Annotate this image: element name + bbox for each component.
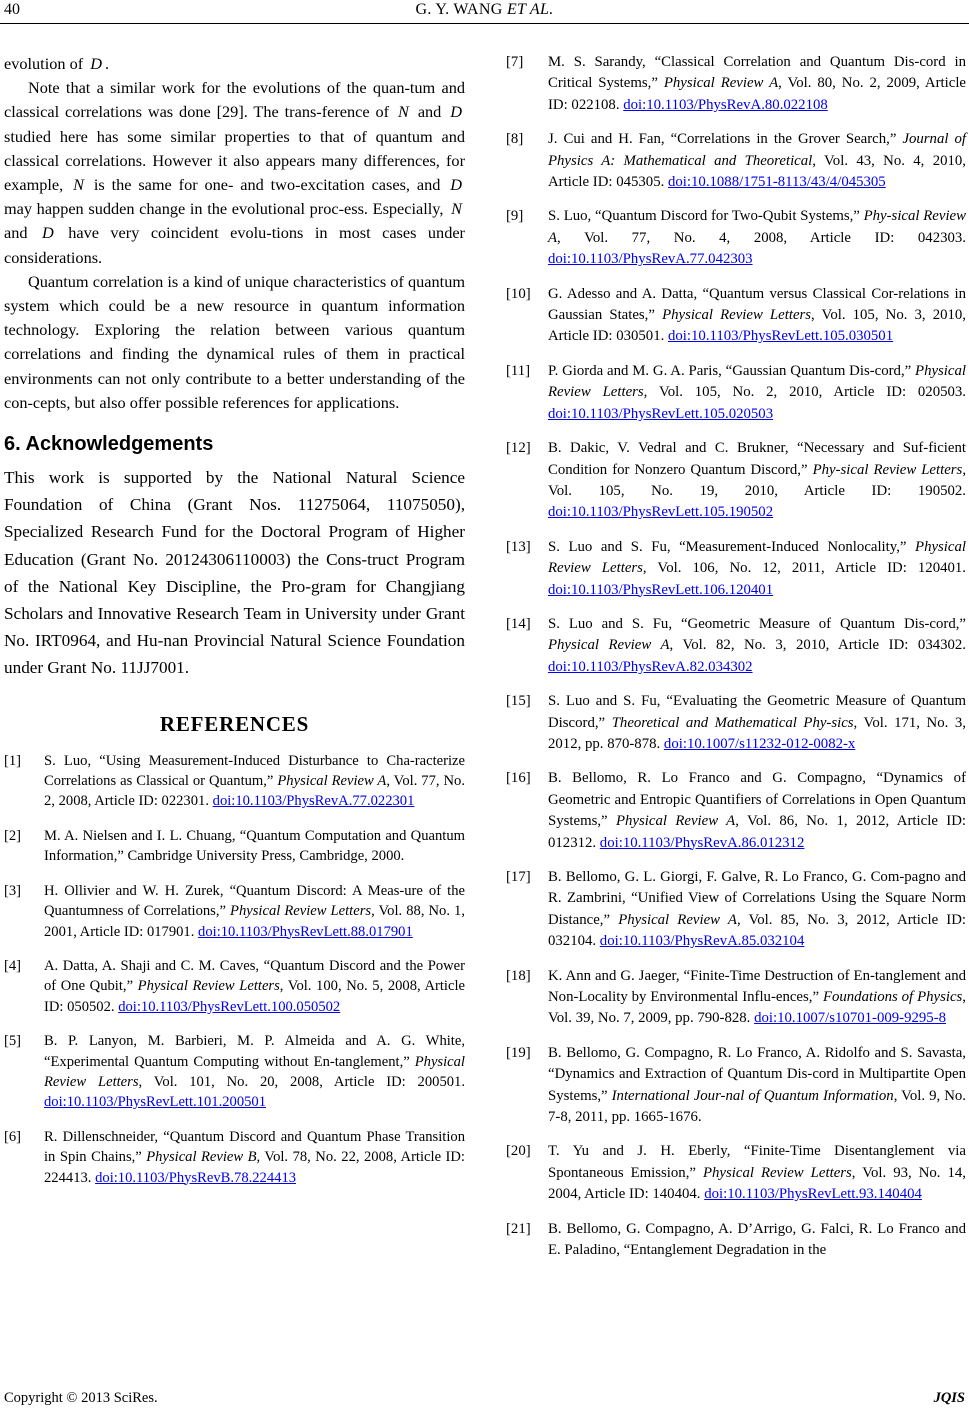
- reference-number: [3]: [4, 882, 22, 899]
- reference-item: [4, 751, 465, 812]
- reference-number: [5]: [4, 1033, 22, 1050]
- reference-item: [506, 1219, 966, 1262]
- references-heading: REFERENCES: [159, 711, 310, 736]
- reference-item: [4, 956, 465, 1017]
- reference-text: B. Bellomo, G. Compagno, A. D’Arrigo, G. Falci, R. Lo Franco and E. Paladino, “Entanglement Degradation in the: [548, 1220, 966, 1259]
- reference-doi-link[interactable]: doi:10.1103/PhysRevLett.105.190502: [548, 504, 774, 521]
- reference-text: P. Giorda and M. G. A. Paris, “Gaussian Quantum Dis-cord,”: [548, 362, 912, 379]
- page-footer: [0, 1388, 969, 1412]
- reference-doi-link[interactable]: doi:10.1103/PhysRevA.86.012312: [599, 834, 805, 851]
- reference-item: [506, 966, 966, 1030]
- reference-details: , Vol. 78, No. 22, 2008, Article ID: 224413.: [44, 1149, 465, 1186]
- page-number: 40: [4, 1, 20, 18]
- reference-text: S. Luo, “Quantum Discord for Two-Qubit Systems,”: [548, 208, 860, 225]
- reference-text: M. A. Nielsen and I. L. Chuang, “Quantum Computation and Quantum Information,” Cambridge University Press, Cambridge, 2000.: [44, 827, 465, 865]
- paragraph-comparison: Note that a similar work for the evolutions of the quan-tum and classical correlations was done [29]. The trans-ference of N and D studied here has some similar properties to that of quantum and classical correlations. However it also appears many differences, for example, N is the same for one- and two-excitation cases, and D may happen sudden change in the evolutional proc-ess. Especially, N and D have very coincident evolu-tions in most cases under considerations.: [4, 78, 465, 267]
- running-title-authors: G. Y. WANG: [415, 1, 503, 18]
- reference-text: B. Dakic, V. Vedral and C. Brukner, “Necessary and Suf-ficient Condition for Nonzero Quantum Discord,”: [548, 440, 966, 478]
- reference-number: [1]: [4, 752, 22, 769]
- reference-journal: Physical Review Letters: [662, 307, 812, 324]
- reference-text: B. Bellomo, G. Compagno, R. Lo Franco, A. Ridolfo and S. Savasta, “Dynamics and Extraction of Quantum Dis-cord in Multipartite Open Systems,”: [548, 1044, 966, 1104]
- reference-item: [506, 206, 966, 270]
- reference-text: A. Datta, A. Shaji and C. M. Caves, “Quantum Discord and the Power of One Qubit,”: [44, 957, 465, 995]
- reference-number: [12]: [506, 440, 531, 457]
- reference-number: [9]: [506, 208, 524, 225]
- right-column: [506, 52, 966, 1275]
- reference-number: [2]: [4, 827, 22, 844]
- reference-number: [14]: [506, 615, 531, 632]
- reference-doi-link[interactable]: doi:10.1103/PhysRevLett.88.017901: [198, 923, 413, 940]
- reference-text: B. Bellomo, G. L. Giorgi, F. Galve, R. Lo Franco, G. Com-pagno and R. Zambrini, “Unified View of Correlations Using the Square Norm Distance,”: [548, 869, 966, 928]
- reference-text: S. Luo and S. Fu, “Geometric Measure of Quantum Dis-cord,”: [548, 615, 966, 632]
- reference-number: [16]: [506, 770, 531, 787]
- reference-details: , Vol. 105, No. 19, 2010, Article ID: 190502.: [548, 461, 967, 499]
- reference-journal: Physical Review A: [277, 773, 387, 790]
- reference-details: , Vol. 43, No. 4, 2010, Article ID: 045305.: [548, 152, 966, 191]
- copyright-text: Copyright © 2013 SciRes.: [4, 1390, 158, 1406]
- reference-doi-link[interactable]: doi:10.1007/s11232-012-0082-x: [663, 735, 856, 752]
- reference-journal: International Jour-nal of Quantum Information: [611, 1087, 894, 1104]
- reference-doi-link[interactable]: doi:10.1103/PhysRevLett.93.140404: [704, 1186, 922, 1203]
- reference-journal: Physical Review Letters: [44, 1053, 465, 1090]
- reference-number: [4]: [4, 957, 22, 974]
- reference-number: [10]: [506, 285, 531, 302]
- reference-details: , Vol. 105, No. 3, 2010, Article ID: 030501.: [548, 307, 966, 345]
- reference-details: , Vol. 106, No. 12, 2011, Article ID: 120401.: [642, 560, 967, 577]
- reference-item: [506, 691, 966, 755]
- reference-number: [7]: [506, 54, 524, 70]
- reference-details: , Vol. 105, No. 2, 2010, Article ID: 020503.: [643, 384, 966, 401]
- reference-journal: Physical Review Letters: [548, 362, 966, 401]
- reference-journal: Phy-sical Review A: [548, 208, 966, 246]
- reference-number: [15]: [506, 693, 531, 710]
- reference-item: [506, 537, 966, 601]
- header-rule: [0, 23, 969, 24]
- reference-text: B. Bellomo, R. Lo Franco and G. Compagno, “Dynamics of Geometric and Entropic Quantifiers of Correlations in Open Quantum Systems,”: [548, 770, 966, 830]
- journal-abbrev: JQIS: [933, 1390, 965, 1406]
- reference-details: , Vol. 80, No. 2, 2009, Article ID: 022108.: [548, 75, 966, 113]
- references-list-left: [4, 751, 465, 1188]
- reference-number: [18]: [506, 967, 531, 984]
- reference-doi-link[interactable]: doi:10.1103/PhysRevA.82.034302: [548, 658, 753, 675]
- acknowledgements-heading: 6. Acknowledgements: [4, 433, 214, 456]
- reference-journal: Physical Review Letters: [703, 1164, 852, 1181]
- reference-text: B. P. Lanyon, M. Barbieri, M. P. Almeida and A. G. White, “Experimental Quantum Computing without En-tanglement,”: [44, 1033, 465, 1070]
- reference-journal: Physical Review A: [618, 911, 737, 928]
- reference-item: [506, 284, 966, 348]
- reference-text: M. S. Sarandy, “Classical Correlation and Quantum Dis-cord in Critical Systems,”: [548, 54, 966, 92]
- page-header: [0, 0, 969, 24]
- reference-doi-link[interactable]: doi:10.1103/PhysRevA.80.022108: [623, 96, 828, 113]
- reference-item: [4, 826, 465, 867]
- reference-text: S. Luo and S. Fu, “Measurement-Induced Nonlocality,”: [548, 538, 907, 555]
- reference-journal: Physical Review A: [616, 813, 736, 830]
- reference-item: [506, 52, 966, 116]
- references-list-right: [506, 52, 966, 1262]
- reference-number: [17]: [506, 869, 531, 885]
- paragraph-continuation: evolution of D .: [4, 54, 110, 73]
- reference-item: [4, 1031, 465, 1113]
- reference-journal: Journal of Physics A: Mathematical and Theoretical: [548, 131, 966, 169]
- reference-doi-link[interactable]: doi:10.1103/PhysRevB.78.224413: [95, 1169, 297, 1186]
- reference-details: , Vol. 85, No. 3, 2012, Article ID: 032104.: [548, 911, 967, 950]
- reference-details: , Vol. 9, No. 7-8, 2011, pp. 1665-1676.: [548, 1087, 966, 1126]
- left-column: [4, 52, 465, 1202]
- reference-text: H. Ollivier and W. H. Zurek, “Quantum Discord: A Meas-ure of the Quantumness of Correlations,”: [44, 882, 465, 920]
- reference-details: , Vol. 77, No. 2, 2008, Article ID: 022301.: [44, 773, 465, 810]
- reference-item: [506, 361, 966, 425]
- reference-text: S. Luo and S. Fu, “Evaluating the Geometric Measure of Quantum Discord,”: [548, 693, 966, 731]
- reference-journal: Physical Review B: [146, 1149, 257, 1166]
- reference-text: J. Cui and H. Fan, “Correlations in the Grover Search,”: [548, 131, 897, 148]
- reference-doi-link[interactable]: doi:10.1103/PhysRevLett.105.020503: [548, 405, 774, 422]
- reference-journal: Phy-sical Review Letters: [812, 461, 963, 478]
- reference-doi-link[interactable]: doi:10.1103/PhysRevA.77.042303: [548, 251, 753, 268]
- reference-item: [506, 129, 966, 193]
- reference-journal: Foundations of Physics: [822, 989, 963, 1006]
- reference-number: [13]: [506, 538, 531, 555]
- reference-item: [506, 768, 966, 854]
- reference-text: T. Yu and J. H. Eberly, “Finite-Time Disentanglement via Spontaneous Emission,”: [548, 1143, 966, 1181]
- reference-details: , Vol. 39, No. 7, 2009, pp. 790-828.: [548, 989, 966, 1027]
- reference-doi-link[interactable]: doi:10.1103/PhysRevLett.100.050502: [118, 998, 341, 1015]
- reference-item: [506, 1141, 966, 1205]
- running-title: [0, 1, 969, 19]
- reference-details: , Vol. 86, No. 1, 2012, Article ID: 012312.: [548, 813, 966, 851]
- reference-item: [506, 867, 966, 953]
- reference-text: K. Ann and G. Jaeger, “Finite-Time Destruction of En-tanglement and Non-Locality by Environmental Influ-ences,”: [548, 967, 966, 1006]
- reference-journal: Theoretical and Mathematical Phy-sics: [611, 714, 854, 731]
- reference-details: , Vol. 88, No. 1, 2001, Article ID: 017901.: [44, 903, 465, 940]
- reference-text: S. Luo, “Using Measurement-Induced Disturbance to Cha-racterize Correlations as Classical or Quantum,”: [44, 752, 465, 790]
- reference-doi-link[interactable]: doi:10.1088/1751-8113/43/4/045305: [668, 174, 886, 191]
- reference-number: [21]: [506, 1220, 531, 1237]
- reference-details: , Vol. 101, No. 20, 2008, Article ID: 200501.: [138, 1073, 465, 1090]
- reference-number: [11]: [506, 362, 531, 379]
- reference-item: [4, 1127, 465, 1188]
- acknowledgements-text: This work is supported by the National Natural Science Foundation of China (Grant Nos. 11275064, 11075050), Specialized Research Fund for the Doctoral Program of Higher Education (Grant No. 20124306110003) the Cons-truct Program of the National Key Discipline, the Pro-gram for Changjiang Scholars and Innovative Research Team in University under Grant No. IRT0964, and Hu-nan Provincial Natural Science Foundation under Grant No. 11JJ7001.: [4, 468, 465, 678]
- reference-journal: Physical Review Letters: [230, 903, 372, 920]
- reference-number: [20]: [506, 1143, 531, 1160]
- reference-details: , Vol. 82, No. 3, 2010, Article ID: 034302.: [669, 637, 967, 654]
- reference-details: , Vol. 171, No. 3, 2012, pp. 870-878.: [548, 714, 966, 752]
- reference-journal: Physical Review Letters: [137, 978, 280, 995]
- reference-item: [506, 438, 966, 524]
- reference-doi-link[interactable]: doi:10.1103/PhysRevLett.106.120401: [548, 581, 774, 598]
- reference-item: [4, 881, 465, 942]
- reference-details: , Vol. 100, No. 5, 2008, Article ID: 050502.: [44, 978, 465, 1015]
- reference-doi-link[interactable]: doi:10.1103/PhysRevLett.105.030501: [668, 328, 894, 345]
- reference-item: [506, 1043, 966, 1129]
- reference-text: G. Adesso and A. Datta, “Quantum versus Classical Cor-relations in Gaussian States,”: [548, 285, 966, 324]
- reference-journal: Physical Review A: [548, 637, 670, 654]
- reference-item: [506, 614, 966, 678]
- paragraph-conclusion: Quantum correlation is a kind of unique characteristics of quantum system which could be a new resource in quantum information technology. Exploring the relation between various quantum correlations and finding the dynamical rules of them in practical environments can not only contribute to a better understanding of the con-cepts, but also offer possible references for applications.: [4, 271, 465, 412]
- reference-number: [6]: [4, 1128, 22, 1145]
- reference-number: [8]: [506, 131, 524, 148]
- reference-details: , Vol. 93, No. 14, 2004, Article ID: 140404.: [548, 1164, 966, 1203]
- running-title-etal: ET AL.: [506, 1, 554, 18]
- reference-doi-link[interactable]: doi:10.1007/s10701-009-9295-8: [754, 1010, 947, 1027]
- reference-text: R. Dillenschneider, “Quantum Discord and Quantum Phase Transition in Spin Chains,”: [44, 1128, 465, 1166]
- reference-journal: Physical Review A: [663, 75, 779, 92]
- reference-details: , Vol. 77, No. 4, 2008, Article ID: 042303.: [557, 229, 966, 246]
- reference-journal: Physical Review Letters: [548, 538, 966, 577]
- reference-number: [19]: [506, 1044, 531, 1061]
- reference-doi-link[interactable]: doi:10.1103/PhysRevA.77.022301: [212, 793, 415, 810]
- reference-doi-link[interactable]: doi:10.1103/PhysRevLett.101.200501: [44, 1094, 267, 1111]
- reference-doi-link[interactable]: doi:10.1103/PhysRevA.85.032104: [599, 933, 805, 950]
